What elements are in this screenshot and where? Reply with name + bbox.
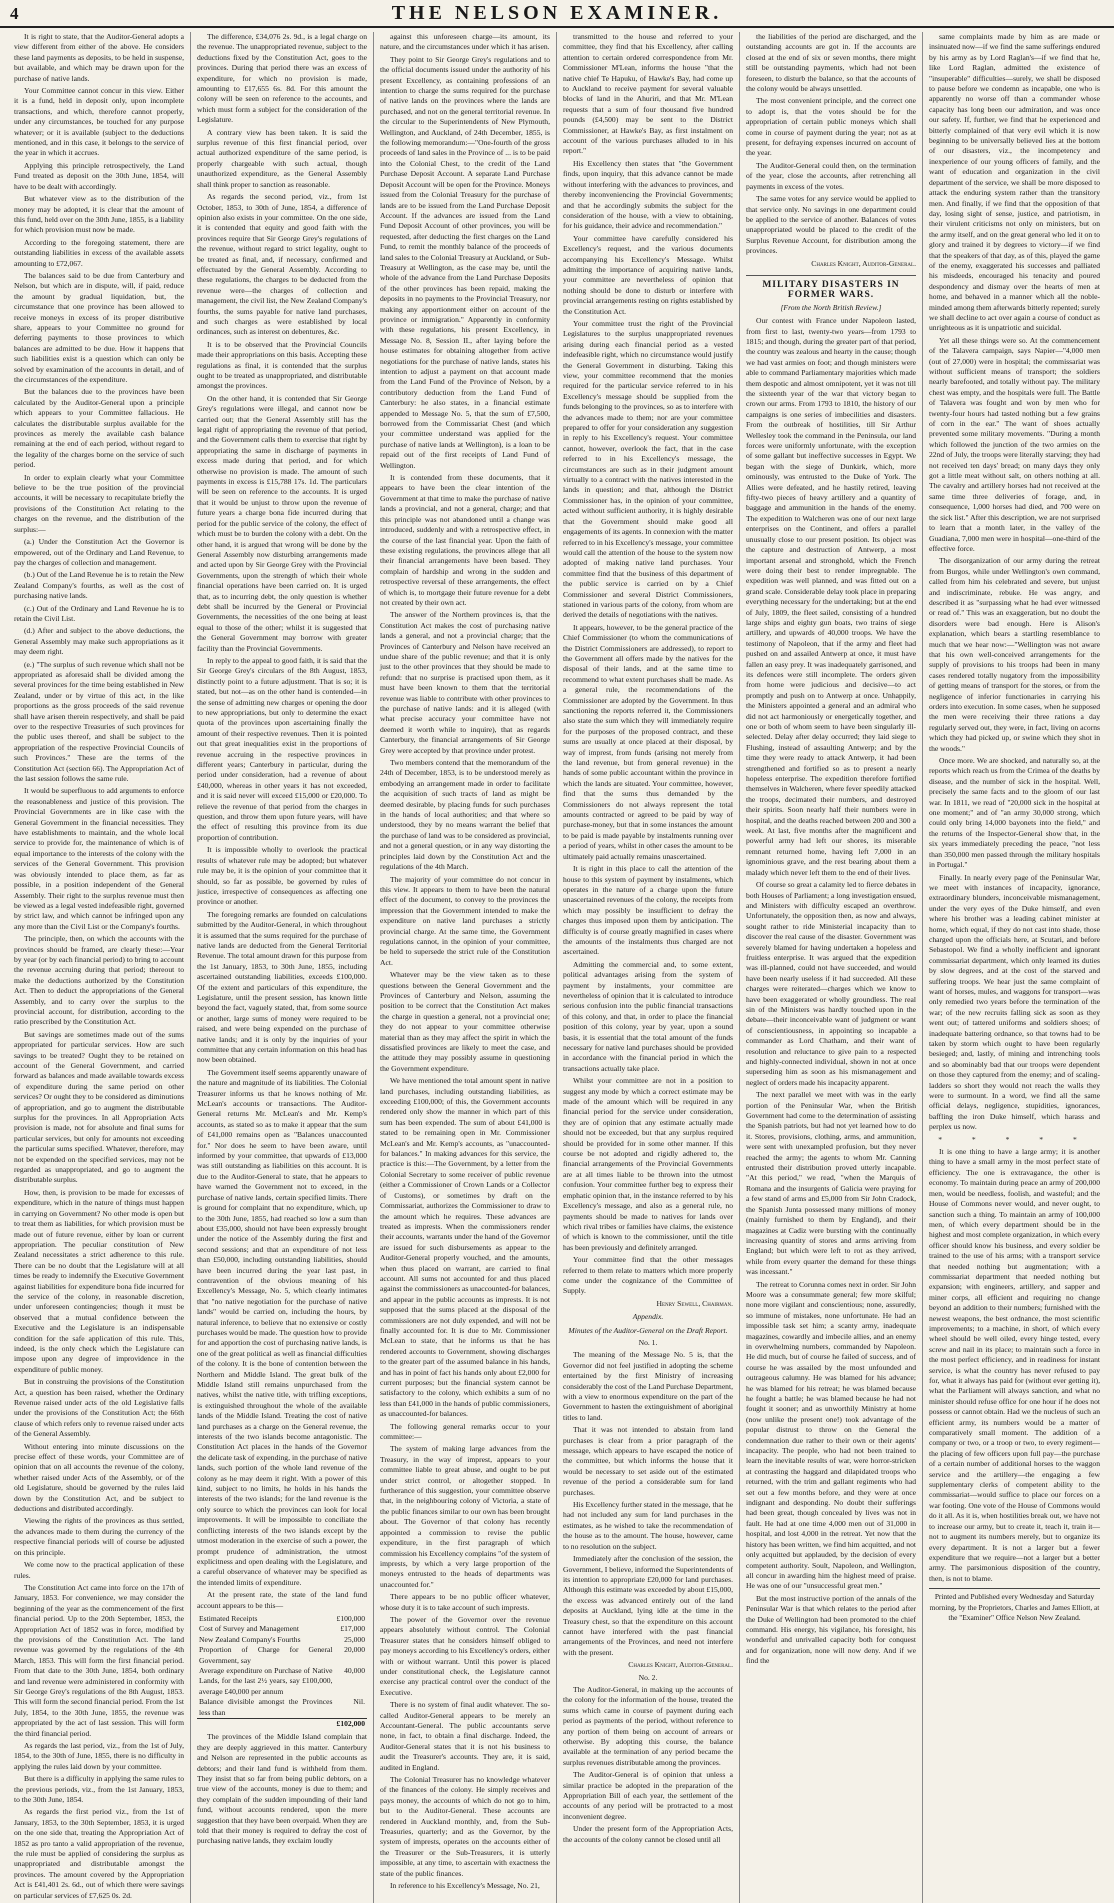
column-1-body xyxy=(14,32,184,1901)
column-5 xyxy=(740,32,923,1903)
appendix-no-1: No. 1. xyxy=(638,1337,658,1347)
paragraph: The meaning of the Message No. 5 is, that the Governor did not feel justified in adopting the scheme entertained by the first Ministry of increasing considerably the cost of the Land Purchase Department, with a view to enormous expenditure on the part of the Government to hasten the extinguishment of aboriginal titles to land. xyxy=(563,1350,733,1422)
paragraph: The difference, £34,076 2s. 9d., is a legal charge on the revenue. The unappropriated revenue, subject to the deductions fixed by the Constitution Act, goes to the provinces. During that period there was an excess of expenditure, for which no provision is made, amounting to £17,655 6s. 8d. For this amount the colony will be seen on reference to the accounts, and which must form a subject for the consideration of the Legislature. xyxy=(197,32,367,125)
column-3-body xyxy=(380,32,550,1892)
paragraph: As regards the last period, viz., from the 1st of July, 1854, to the 30th of June, 1855, there is no difficulty in applying the rules laid down by your committee. xyxy=(14,1741,184,1771)
paragraph: There is no system of final audit whatever. The so-called Auditor-General appears to be merely an Accountant-General. The public accountants serve none, in fact, to obtain a final discharge. Indeed, the Auditor-General states that it is not his business to audit the Treasurer's accounts. They are, it is said, audited in England. xyxy=(380,1700,550,1772)
paragraph: Your committee find that the other messages referred to them relate to matters which more properly come under the cognizance of the Committee of Supply. xyxy=(563,1255,733,1296)
paragraph: The next parallel we meet with was in the early portion of the Peninsular War, when the British Government had come to the determination of assisting the Spanish patriots, but had not yet learned how to do it. Stores, provisions, clothing, arms, and ammunition, were sent with unexampled profusion, but they never reached the army; the agents to whom Mr. Canning entrusted their distribution proved utterly incapable. "At this period," we read, "when the Marquis of Romana and the insurgents of Galicia were praying for a few stand of arms and £5,000 from Sir John Cradock, the Spanish Junta possessed many millions of money (mainly furnished to them by England), and their magazines at Cadiz were bursting with the continually increasing quantity of stores and arms arriving from England; but which were left to rot as they arrived, while from every quarter the demand for these things was incessant." xyxy=(746,1090,916,1277)
paragraph: They point to Sir George Grey's regulations and to the official documents issued under the authority of his present Excellency, as containing professions of an intention to charge the sums required for the purchase of native lands on the provinces where the lands are purchased, and not on the general territorial revenue. In the circular to the Superintendents of New Plymouth, Wellington, and Auckland, of 24th December, 1855, is the following memorandum:—"One-fourth of the gross proceeds of land sales in the Province of ... is to be paid into the Colonial Chest, to the credit of the Land Purchase Deposit Account. A separate Land Purchase Deposit Account will be open for the Province. Moneys issued from the Colonial Treasury for the purchase of lands are to be issued from the Land Purchase Deposit Account. If the advances are issued from the Land Fund Deposit Account of other provinces, you will be requested, after deducting the first charges on the Land Fund, to remit the monthly balance of the proceeds of land sales to the Colonial Treasury at Auckland, or Sub-Treasury at Wellington, as the case may be, until the whole of the advance from the Land Purchase Deposits of the other provinces has been repaid, making the deposits in no payments to the Provincial Treasury, nor making any apportionment either on account of the province or immigration." Apparently in conformity with these regulations, his present Excellency, in Message No. 8, Session II., after laying before the house estimates for obtaining altogether from active negotiations for the purchase of native lands, states his intention to adjust a payment on that account made from the Land Fund of the Province of Nelson, by a contributory deduction from the Land Fund of Canterbury: he also states, in a financial estimate appended to Message No. 5, that the sum of £7,500, borrowed from the Commissariat Chest (and which your committee understand was applied for the purchase of native lands at Wellington), is a loan to be repaid out of the first receipts of Land Fund of Wellington. xyxy=(380,54,550,470)
paragraph: The following general remarks occur to your committee:— xyxy=(380,1421,550,1442)
paragraph: But the most instructive portion of the annals of the Peninsular War is that which relates to the period after the Duke of Wellington had been promoted to the chief command. His energy, his vigilance, his foresight, his wonderful and unrivalled capacity both for conquest and for organization, none will now deny. And if we find the xyxy=(746,1593,916,1666)
paragraph: But the balances due to the provinces have been calculated by the Auditor-General upon a principle which appears to your Committee fallacious. He calculates the distributable surplus available for the provinces as merely the available cash balance remaining at the end of each period, without regard to the legality of the charges borne on the service of such period. xyxy=(14,387,184,470)
estimate-label: Balance divisible amongst the Provinces less than xyxy=(199,1697,333,1717)
paragraph: Two members contend that the memorandum of the 24th of December, 1853, is to be understood merely as embodying an arrangement made in order to facilitate the acquisition of such tracts of land as might be deemed desirable, by placing funds for such purchases in the hands of local authorities; and that where so understood, they by no means warrant the belief that the purchase of land was to be considered as provincial, and not a general question, or in any way distorting the principles laid down by the Constitution Act and the regulations of the 4th March. xyxy=(380,758,550,872)
masthead xyxy=(0,0,1114,28)
paragraph: The Auditor-General, in making up the accounts of the colony for the information of the house, treated the sums which came in course of payment during each period as payments of the period, without reference to any portion of them being on account of arrears or otherwise. By adopting this course, the balance available at the termination of any period became the surplus revenues distributable among the provinces. xyxy=(563,1684,733,1767)
estimate-amount: 25,000 xyxy=(344,1634,365,1644)
paragraph: Yet all these things were so. At the commencement of the Talavera campaign, says Napier—"4,000 men (out of 27,000) were in hospital; the commissariat was without sufficient means of transport; the soldiers nearly barefooted, and totally without pay. The military chest was empty, and the hospitals were full. The Battle of Talavera was fought and won by men who for twenty-four hours had tasted nothing but a few grains of corn in the ear." The want of shoes actually prevented some military movements. "During a month which followed the junction of the two armies on the 22nd of July, the troops were literally starving; they had not received ten days' bread; on many days they only got a little meat without salt, on others nothing at all. The cavalry and artillery horses had not received at the same time three deliveries of forage, and, in consequence, 1,000 horses had died, and 700 were on the sick list." After this description, we are not surprised to learn that a month later, in the valley of the Guadiana, 7,000 men were in hospital—one-third of the effective force. xyxy=(929,335,1100,553)
paragraph: transmitted to the house and referred to your committee, they find that his Excellency, after calling attention to certain ordered correspondence from Mr. Commissioner M'Lean, informs the house "that the native chief Te Hapuku, of Hawke's Bay, had come up to Auckland to receive payment for several valuable blocks of land in the Ahuriri, and that Mr. M'Lean requests that a sum of four thousand five hundred pounds (£4,500) may be sent to the District Commissioner, at Hawke's Bay, as first instalment on account of the various purchases alluded to in his report." xyxy=(563,32,733,156)
paragraph: His Excellency further stated in the message, that he had not included any sum for land purchases in the estimates, as he wished to take the recommendation of the house as to the amount. The house, however, came to no resolution on the subject. xyxy=(563,1500,733,1551)
paragraph: The disorganization of our army during the retreat from Burgos, while under Wellington's own command, called from him his celebrated and severe, but unjust and indiscriminate, rebuke. He was angry, and described it as "surpassing what he had ever witnessed or read of." This was an exaggeration, but no doubt the disorders were bad enough. Here is Alison's explanation, which bears a startling resemblance to much that we hear now:—"Wellington was not aware that his own well-conceived arrangements for the supply of provisions to his troops had been in many cases rendered totally nugatory from the impossibility of getting means of transport for the stores, or from the negligence of inferior functionaries in carrying his orders into execution. In some cases, when he supposed the men were receiving their three rations a day regularly served out, they were, in fact, living on acorns which they had picked up, or swine which they shot in the woods." xyxy=(929,556,1100,753)
appendix-no-1-body xyxy=(563,1350,733,1658)
paragraph: But there is a difficulty in applying the same rules to the previous periods, viz., from the 1st January, 1853, to the 30th June, 1854. xyxy=(14,1774,184,1805)
auditor-signature-2: Charles Knight, Auditor-General. xyxy=(811,258,916,268)
page-number: 4 xyxy=(10,4,19,23)
paragraph: How, then, is provision to be made for excesses of expenditure, which in the nature of things must happen in carrying on Government? No other mode is open but to treat them as liabilities, for which provision must be made out of future revenue, either by loan or current appropriation. The peculiar constitution of New Zealand necessitates a strict adherence to this rule. There can be no doubt that the Legislature will at all times be ready to indemnify the Executive Government against liabilities for expenditure bona fide incurred for the service of the colony, in reasonable discretion, under unforeseen contingencies; though it must be observed that a mutual confidence between the Executive and the Legislature is an indispensable condition for the safe application of this rule. This, indeed, is the only check which the Legislature can impose upon any degree of improvidence in the expenditure of public money. xyxy=(14,1187,184,1374)
paragraph: Without entering into minute discussions on the precise effect of these words, your Committee are of opinion that on all accounts the revenue of the colony, whether raised under Acts of the Assembly, or of the old Legislature, should be governed by the rules laid down by the Constitution Act, and be subject to deductions and distributed accordingly. xyxy=(14,1441,184,1514)
paragraph: It would be superfluous to add arguments to enforce the reasonableness and justice of this provision. The Provincial Governments are in like case with the General Government in the financial necessities. They have establishments to maintain, and the whole local service to provide for, the maintenance of which is of equal importance to the interests of the colony with the services of the General Government. This provision was obviously intended to place them, as far as possible, in a position independent of the General Assembly. Their right to the surplus revenue must then be viewed as a legal vested indefeasible right, governed by strict law, and which cannot be infringed upon any any more than the Civil List or the Company's fourths. xyxy=(14,786,184,931)
paragraph: Your committee have carefully considered his Excellency's request, and the various documents accompanying his Excellency's Message. Whilst admitting the importance of acquiring native lands, your committee are nevertheless of opinion that nothing should be done to disturb or interfere with provincial arrangements resting on rights established by the Constitution Act. xyxy=(563,233,733,316)
article-columns xyxy=(8,32,1106,1900)
column-6 xyxy=(923,32,1106,1903)
paragraph: His Excellency then states that "the Government finds, upon inquiry, that this advance cannot be made without interfering with the advances to provinces, and thereby inconveniencing the Provincial Governments; and that he accordingly submits the subject for the consideration of the house, with a view to obtaining, for his guidance, their advice and recommendation." xyxy=(563,158,733,231)
paragraph: The balances said to be due from Canterbury and Nelson, but which are in dispute, will, if paid, reduce the amount by gradual liquidation, but, the circumstance that one province has been allowed to receive moneys in excess of its proper distributive share, appears to your Committee no ground for deferring payments to those provinces to which balances are admitted to be due. How it happens that such liabilities exist is a question which can only be solved by examination of the accounts in detail, and of the circumstances of the expenditure. xyxy=(14,270,184,384)
estimate-total: £102,000 xyxy=(336,1719,365,1728)
column-2-body xyxy=(197,32,367,1611)
paragraph: Under the present form of the Appropriation Acts, the accounts of the colony cannot be closed until all xyxy=(563,1824,733,1844)
estimate-label: Average expenditure on Purchase of Native Lands, for the last 2½ years, say £100,000, average £40,000 per annum xyxy=(199,1665,333,1696)
paragraph: Admitting the commercial and, to some extent, political advantages arising from the system of payment by instalments, your committee are nevertheless of opinion that it is calculated to introduce serious confusion into the public financial transactions of this colony, and that, in order to place the financial position of this colony, year by year, upon a sound basis, it is essential that the total amount of the funds necessary for native land purchases should be provided in accordance with the financial period in which the transactions actually take place. xyxy=(563,959,733,1073)
paragraph: Applying this principle retrospectively, the Land Fund treated as deposit on the 30th June, 1854, will have to be dealt with accordingly. xyxy=(14,160,184,191)
paragraph: The majority of your committee do not concur in this view. It appears to them to have been the natural effect of the document, to convey to the provinces the impression that the Government intended to make the expenditure on native land purchases a strictly provincial charge. At the same time, the Government regulations cannot, in the opinion of your committee, be held to supersede the strict rule of the Constitution Act. xyxy=(380,874,550,967)
estimate-row xyxy=(197,1645,367,1666)
military-article-body xyxy=(746,316,916,1666)
paragraph: same complaints made by him as are made or insinuated now—if we find the same sufferings endured by his army as by Lord Raglan's—if we find that he, like Lord Raglan, admitted the existence of "insuperable" difficulties—surely, we shall be disposed to pause before we condemn as incapable, one who is apparently no worse off than a commander whose capacity has long been our admiration, and was once our safety. If, further, we find that he experienced and bitterly complained of that very evil which it is now beginning to be universally believed lies at the bottom of our disasters, viz., the incompetency and inexperience of our young officers of family, and the want of education and organization in the civil department of the service, we shall be more disposed to attack the enduring system rather than the transitory men. And finally, if we find that the opposition of that day, losing sight of sense, justice, and patriotism, in their virulent criticisms not only on ministers, but on the army itself, and on the great general who led it on to glory and trained it by degrees to victory—if we find that the speakers of that day, as of this, played the game of the enemy, exaggerated his successes and palliated his misdeeds, encouraged his tenacity and poured despondency and dismay over the hearts of men at home, and behaved in a manner which all the noble-minded among them afterwards bitterly repented; surely we shall decline to act over again a course of conduct as unrighteous as it is unpatriotic and suicidal. xyxy=(929,32,1100,333)
column-3 xyxy=(374,32,557,1903)
paragraph: (d.) After and subject to the above deductions, the General Assembly may make such appropriations as it may deem right. xyxy=(14,626,184,657)
paragraph: Of course so great a calamity led to fierce debates in both Houses of Parliament; a long investigation ensued, and Ministers with difficulty escaped an overthrow. Unfortunately, the opposition then, as now and always, sought rather to ride Ministerial incapacity than to discover the real cause of the disaster. Government was severely blamed for having undertaken a hopeless and fruitless enterprise. It was argued that the expedition was ill-planned, could not have succeeded, and would have been nearly useless if it had succeeded. All these charges were reiterated—charges which we know to have been exaggerated or wholly groundless. The real sin of the Ministers was hardly touched upon in the debate—their inconceivable want of judgment or want of conscientiousness, in appointing so incapable a commander as Lord Chatham, and their want of resolution and reluctance to give pain to a respected and highly-connected individual, shown in not at once superseding him as soon as his mismanagement and neglect of orders made his incapacity apparent. xyxy=(746,880,916,1087)
paragraph: It is impossible wholly to overlook the practical results of whatever rule may be adopted; but whatever rule may be, it is the opinion of your committee that it should, so far as possible, be governed by rules of justice, irrespective of consequences as affecting one province or another. xyxy=(197,845,367,907)
paragraph: The Government itself seems apparently unaware of the nature and magnitude of its liabilities. The Colonial Treasurer informs us that he knows nothing of Mr. McLean's accounts or transactions. The Auditor-General returns Mr. McLean's and Mr. Kemp's accounts, as stated so as to make it appear that the sum of £41,000 remains open as "Balances unaccounted for." Nor does he seem to have been aware, until informed by your committee, that upwards of £13,000 was still outstanding as liabilities on this account. It is due to the Auditor-General to state, that he appears to have warned the Government not to exceed, in the purchase of native lands, certain specified limits. There is ground for complaint that no expenditure, which, up to the 30th June, 1855, had reached so low a sum than about £35,000, should not have been expressly brought under the notice of the Assembly during the first and second sessions; and that an expenditure of not less than £50,000, including outstanding liabilities, should have been incurred during the year last past, in contravention of the obvious meaning of his Excellency's Message, No. 5, which clearly intimates that "no native negotiation for the purchase of native lands" would be carried on, including the hours, by natural inference, to believe that no extensive or costly purchases would be made. The question how to provide for and apportion the cost of purchasing native lands, is one of the great political as well as financial difficulties of the colony. It is the bone of contention between the Northern and Middle Island. The great bulk of the Middle Island still remains unpurchased from the natives, whilst the native title, with trifling exceptions, is extinguished throughout the whole of the available lands of the Middle Island. Treating the cost of native land purchases as a charge on the General revenue, the interests of the two islands become antagonistic. The Constitution Act places in the hands of the Governor the delicate task of expending, in the purchase of native lands, such portion of the whole land revenue of the colony as he may deem it right. With a power of this kind, subject to no limits, he holds in his hands the interests of the two islands; for the land revenue is the only source to which the provinces can look for local improvements. It will be impossible to conciliate the conflicting interests of the two islands except by the utmost moderation in the exercise of such a power, the prompt prudence of administration, the utmost explicitness and open dealing with the Legislature, and a careful observance of whatever may be specified as the intended limits of expenditure. xyxy=(197,1067,367,1587)
appendix-no-2: No. 2. xyxy=(638,1672,658,1682)
land-fund-estimate-table xyxy=(197,1614,367,1729)
paragraph: The answer of the Northern provinces is, that the Constitution Act makes the cost of purchasing native lands a general, and not a provincial charge; that the Provinces of Canterbury and Nelson have received an undue share of the public revenue; and that it is only just to the other provinces that they should be made to refund: that no surprise is practised upon them, as it must have been known to them that the territorial revenue was liable to contribute with other provinces to the purchase of native lands: and it is alleged (with what precise accuracy your committee have not deemed it worth while to inquire), that as regards Canterbury, the financial arrangements of Sir George Grey were accepted by that province under protest. xyxy=(380,610,550,755)
paragraph: The Colonial Treasurer has no knowledge whatever of the finances of the colony. He simply receives and pays money, the accounts of which do not go to him, but to the Auditor-General. These accounts are rendered in Auckland monthly, and, from the Sub-Treasuries, quarterly; and as the Governor, by the system of imprests, operates on the accounts either of the Treasurer or the Sub-Treasurers, it is utterly impossible, at any time, to ascertain with exactness the state of the public finances. xyxy=(380,1775,550,1878)
section-break-stars: * * * * * xyxy=(938,1134,1091,1144)
appendix-no-2-body xyxy=(563,1685,733,1845)
estimate-row xyxy=(197,1614,367,1624)
column-2 xyxy=(191,32,374,1903)
column-1 xyxy=(8,32,191,1903)
paragraph: Once more. We are shocked, and naturally so, at the reports which reach us from the Crimea of the deaths by disease, and the number of sick in the hospital. Well, precisely the same facts and to the gloom of our last war. In 1811, we read of "20,000 sick in the hospital at one moment;" and of "an army 30,000 strong, which could only bring 14,000 bayonets into the field," and the returns of the Inspector-General show that, in the six years immediately preceding the peace, "not less than 350,000 men passed through the military hospitals in Portugal." xyxy=(929,756,1100,870)
paragraph: It is contended from these documents, that it appears to have been the clear intention of the Government at that time to make the purchase of native lands a provincial, and not a general, charge; and that this principle was not abandoned until a change was introduced, suddenly and with a retrospective effect, in the course of the last financial year. Upon the faith of these existing regulations, the provinces allege that all their financial arrangements have been based. They complain of hardship and wrong in the sudden and retrospective reversal of these arrangements, the effect of which is, to mortgage their future revenue for a debt not created by their own act. xyxy=(380,473,550,607)
estimate-label: New Zealand Company's Fourths xyxy=(199,1634,301,1644)
paragraph: (c.) Out of the Ordinary and Land Revenue he is to retain the Civil List. xyxy=(14,603,184,623)
paragraph: The retreat to Corunna comes next in order. Sir John Moore was a consummate general; few more skilful; none more vigilant and conscientious; none, assuredly, so immune of mistakes, none unfortunate. He had an impossible task set him; a scanty army, inadequate magazines, cowardly and imbecile allies, and an enemy in overwhelming numbers, commanded by Napoleon. He did much, but of course he failed of success, and of course he was assailed by the most unfounded and outrageous calumny. He was blamed for his advance; he was blamed for his retreat; he was blamed because he fought a battle; he was blamed because he had not fought it sooner; and as unworthily Ministry at home (now unlike the present one!) took advantage of the popular distrust to throw on the General the condemnation due rather to their own or their agents' incapacity. The people, who had not been trained to learn the inevitable results of war, were horror-stricken at contrasting the haggard and dilapidated troops who returned, with the trim and gallant regiments who had set out a few months before, and they were at once indignant and desponding. No doubt their sufferings had been great, though concealed by lives was not in fault. He had at one time 4,000 men out of 31,000 in hospital, and lost 4,000 in the retreat. Yet now that the history has been written, we find him acquitted, and not only acquitted but applauded, by the decision of every competent authority. Soult, Napoleon, and Wellington, all concur in awarding him the highest meed of praise. He was one of our "unsuccessful great men." xyxy=(746,1279,916,1591)
paragraph: We come now to the practical application of these rules. xyxy=(14,1560,184,1580)
paragraph: It is one thing to have a large army; it is another thing to have a small army in the most perfect state of efficiency. The one is extravagance, the other is economy. To maintain during peace an army of 200,000 men, would be needless, foolish, and wasteful; and the House of Commons never would, and never ought, to sanction such a thing. To maintain an army of 100,000 men, of which every department should be in the highest and most complete organization, in which every officer should know his business, and every soldier be trained to the use of his arms; with a transport service that needed nothing but augmentation; with a commissariat department that needed nothing but expansion; with engineers, artillery, and sapper and miner corps, all efficient and requiring no change beyond an addition to their numbers; furnished with the newest weapons, the best ordnance, the most scientific improvements; to a machine, in short, of which every wheel should be well oiled, every hinge tested, every screw and nail in its place; to maintain such a force in the most perfect efficiency, and in readiness for instant service, is what the country has never refused to pay for, what it always has paid for (without ever getting it), what the Parliament will always sanction, and what no minister should refuse office for one hour if he does not possess or cannot obtain. Had we the nucleus of such an efficient army, its numbers would be a matter of comparatively small moment. The addition of a company or two, or a troop or two, to every regiment—the placing of few officers upon full pay—the purchase of a certain number of additional horses to the waggon service and the artillery—the engaging a few supplementary clerks of competent ability to the commissariat—would suffice to place our forces on a war footing. One vote of the House of Commons would do it all. As it is, when hostilities break out, we have not to increase our army, but to create it, teach it, train it—not to augment its numbers merely, but to organize its every department. It is not a larger but a fewer expenditure that we require—not a larger but a better army. The parsimonious disposition of the country, then, is not to blame. xyxy=(929,1147,1100,1583)
paragraph: The Constitution Act came into force on the 17th of January, 1853. For convenience, we may consider the beginning of the year as the commencement of the first financial period. Up to the 20th September, 1853, the Appropriation Act of 1852 was in force, modified by the provisions of the Constitution Act. The land revenue was governed by the regulations of the 4th March, 1853. This will form the first financial period. From that date to the 30th June, 1854, both ordinary and land revenue were administered in conformity with Sir George Grey's regulations of the 8th August, 1853. This will form the second financial period. From the 1st July, 1854, to the 30th June, 1855, the revenue was appropriated by the act of last session. This will form the third financial period. xyxy=(14,1582,184,1738)
estimate-label: Estimated Receipts xyxy=(199,1613,258,1623)
appendix-subtitle: Minutes of the Auditor-General on the Draft Report. xyxy=(568,1325,728,1335)
estimate-label: Cost of Survey and Management xyxy=(199,1624,299,1634)
paragraph: At the present rate, the state of the land fund account appears to be this— xyxy=(197,1590,367,1610)
paragraph: The system of making large advances from the Treasury, in the way of imprest, appears to your committee liable to great abuse, and ought to be put under strict control, or altogether stopped. In furtherance of this suggestion, your committee observe that, in the neighbouring colony of Victoria, a state of the public finances similar to our own has been brought about. The Governor of that colony has recently appointed a commission to revise the public expenditure, in the first paragraph of which commission his Excellency complains "of the system of imprests, by which a very large proportion of the moneys entrusted to the heads of departments was unaccounted for." xyxy=(380,1444,550,1589)
estimate-row xyxy=(197,1697,367,1718)
paragraph: Viewing the rights of the provinces as thus settled, the advances made to them during the currency of the respective financial periods will of course be adjusted on this principle. xyxy=(14,1516,184,1557)
paragraph: It is right in this place to call the attention of the house to this system of payment by instalments, which operates in the nature of a charge upon the future unascertained revenues of the colony, the receipts from which may possibly be insufficient to defray the charges thus imposed upon them by anticipation. The difficulty is of course greatly magnified in cases where the amounts of the instalments thus charged are not ascertained. xyxy=(563,864,733,957)
paragraph: In reply to the appeal to good faith, it is said that the Sir George Grey's circulars of the 8th August, 1853, distinctly point to a future adjustment. That is so; it is stated, but not—as on the other hand is contended—in the sense of admitting new charges or opening the door to new appropriations, but only to determine the exact quota of the provinces upon ascertaining finally the amount of their respective revenues. Then it is pointed out that great inequalities exist in the proportions of revenue accruing in the respective provinces in different years; Canterbury in particular, during the period under consideration, had a revenue of about £40,000, whereas in other years it has not exceeded, and it is said never will exceed £15,000 or £20,000. To relieve the revenue of that period from the charges in question, and throw them upon future years, will have the effect of resulting this province from its due proportion of contribution. xyxy=(197,655,367,842)
article-source: [From the North British Review.] xyxy=(780,302,882,312)
newspaper-title: THE NELSON EXAMINER. xyxy=(391,2,723,24)
paragraph: Finally. In nearly every page of the Peninsular War, we meet with instances of incapacity, ignorance, extraordinary blunders, inconceivable mismanagement, under the very eyes of the Duke himself, and even where his brother was a leading cabinet minister at home, which equal, if they do not cast into shade, those charged upon the officials here, at Scutari, and before Sebastopol. We find a wholly inefficient and ignorant commissariat department, which only learned its duties by slow degrees, and at the cost of the starved and suffering troops. We hear just the same complaint of want of horses, mules, and waggons for transport—was only remedied two years before the termination of the war; of the new recruits falling sick as soon as they went out; of tattered uniforms and soldiers shoes; of inadequate battering ordnance, so that towns had to be taken by storm which ought to have been regularly besieged; and, lastly, of mining and intrenching tools and so abominably bad that our troops were dependent on those they captured from the enemy; and of scaling-ladders so short they would not reach the walls they were to surmount. In a word, we find all the same official delays, negligence, stupidities, ignorances, baffling the iron Duke himself, which harass and perplex us now. xyxy=(929,872,1100,1132)
appendix-title: Appendix. xyxy=(632,1312,664,1322)
chairman-signature: Henry Sewell, Chairman. xyxy=(656,1298,733,1308)
estimate-row xyxy=(197,1635,367,1645)
paragraph: Immediately after the conclusion of the session, the Government, I believe, informed the Superintendents of its intention to appropriate £20,000 for land purchases. Although this estimate was exceeded by about £15,000, the excess was advanced entirely out of the land deposits at Auckland, lying idle at the time in the Treasury chest, so that the expenditure on this account cannot have interfered with the past financial arrangements of the Provinces, and need not interfere with the present. xyxy=(563,1554,733,1657)
estimate-rows xyxy=(197,1614,367,1729)
auditor-signature-1: Charles Knight, Auditor-General. xyxy=(628,1660,733,1670)
printer-imprint: Printed and Published every Wednesday and Saturday morning, by the Proprietors, Charles and James Elliott, at the "Examiner" Office Nelson New Zealand. xyxy=(929,1588,1100,1623)
paragraph: As regards the first period viz., from the 1st of January, 1853, to the 30th September, 1853, it is urged on the one side that, treating the Appropriation Act of 1852 as pro tanto a valid appropriation of the revenue, the rule must be applied of considering the surplus as unappropriated and distributable amongst the provinces. The amount covered by the Appropriation Act is £41,401 2s. 6d., out of which there were savings on particular services of £7,625 0s. 2d. xyxy=(14,1807,184,1900)
column-2-body-continued xyxy=(197,1732,367,1846)
column-4 xyxy=(557,32,740,1903)
column-6-body-continued xyxy=(929,1147,1100,1584)
paragraph: (e.) "The surplus of such revenue which shall not be appropriated as aforesaid shall be divided among the several provinces for the time being established in New Zealand, under or by virtue of this act, in the like proportions as the gross proceeds of the said revenue shall have arisen therein respectively, and shall be paid over to the respective Treasuries of such provinces for the public uses thereof, and shall be subject to the appropriation of the respective Provincial Councils of such Provinces." These are the terms of the Constitution Act (section 66). The Appropriation Act of the last session follows the same rule. xyxy=(14,659,184,784)
paragraph: The Auditor-General is of opinion that unless a similar practice be adopted in the preparation of the Appropriation Bill of each year, the settlement of the accounts of any period will be protracted to a most inconvenient degree. xyxy=(563,1770,733,1821)
paragraph: According to the foregoing statement, there are outstanding liabilities in excess of the available assets amounting to £72,067. xyxy=(14,237,184,268)
paragraph: That it was not intended to abstain from land purchases is clear from a prior paragraph of the message, which appears to have escaped the notice of the committee, but which informs the house that it would be necessary to set aside out of the estimated revenue of the period a considerable sum for land purchases. xyxy=(563,1425,733,1497)
paragraph: It appears, however, to be the general practice of the Chief Commissioner (to whom the communications of the District Commissioners are addressed), to report to the Government all offers made by the natives for the disposal of their lands, and at the same time to recommend to what extent purchases shall be made. As a general rule, the recommendations of the Commissioner are adopted by the Government. In thus sanctioning the reports referred it, the Commissioners also state the sum which they will immediately require for the purposes of the proposed contract, and these sums are usually at once placed at their disposal, by way of imprest, from funds (arising not merely from the land revenue, but from general revenue) in the hands of some public accountant within the province in which the lands are situated. Your committee, however, find that the sums thus demanded by the Commissioners do not always represent the total amounts contracted or agreed to be paid by way of purchase-money, but that in some instances the amount to be paid is made payable by instalments running over a period of years, whilst in other cases the amount to be ultimately paid actually remains unascertained. xyxy=(563,622,733,861)
paragraph: the liabilities of the period are discharged, and the outstanding accounts are got in. If the accounts are closed at the end of six or seven months, there might still be outstanding payments, which had not been foreseen, to disturb the balance, so that the accounts of the colony would be always unsettled. xyxy=(746,32,916,94)
paragraph: There appears to be no public officer whatever, whose duty it is to take account of such imprests. xyxy=(380,1592,550,1612)
paragraph: It is to be observed that the Provincial Councils made their appropriations on this basis. Accepting these regulations as final, it is contended that the surplus ought to be treated as unappropriated, and distributable amongst the provinces. xyxy=(197,339,367,391)
paragraph: On the other hand, it is contended that Sir George Grey's regulations were illegal, and cannot now be carried out; that the General Assembly still has the legal right of appropriating the revenue of that period, and the Government calls them to exercise that right by appropriating the same in discharge of payments in excess made during that period, and for which otherwise no provision is made. The amount of such payments in excess is £15,788 17s. 1d. The particulars will be seen on reference to the accounts. It is urged that it would be unjust to throw upon the revenue of future years a charge bona fide incurred during that period for the public service of the colony, the effect of which must be to burden the colony with a debt. On the other hand, it is argued that wrong will be done by the General Assembly now disturbing arrangements made and acted upon by Sir George Grey with the Provincial Governments, upon the strength of which their whole financial operations have been carried on. It is urged that, as to incurring debt, the only question is whether debt shall be incurred by the General or Provincial Governments, the necessities of the one being at least equal to those of the other; whilst it is suggested that the General Government may borrow with greater facility than the Provincial Governments. xyxy=(197,393,367,653)
column-6-body xyxy=(929,32,1100,1133)
paragraph: (a.) Under the Constitution Act the Governor is empowered, out of the Ordinary and Land Revenue, to pay the charges of collection and management. xyxy=(14,537,184,567)
paragraph: Your committee trust the right of the Provincial Legislatures to the surplus unappropriated revenues arising during each financial period as a vested indefeasible right, which no circumstance would justify the General Government in disturbing. Taking this view, your committee recommend that the monies required for the particular service referred to in his Excellency's message should be supplied from the funds belonging to the provinces, so as to interfere with the advances made to them; nor are your committee prepared to offer for your consideration any suggestion in reply to his Excellency's request. Your committee cannot, however, overlook the fact, that in the case referred to in his Excellency's message, the circumstances are such as in their judgment amount virtually to a contract with the natives interested in the lands in question; and that, although the District Commissioner has, in the opinion of your committee, acted without sufficient authority, it is highly desirable that the Government should make good all engagements of its agents. In connexion with the matter referred to in his Excellency's message, your committee would call the attention of the house to the system now adopted of making native land purchases. Your committee find that the business of this department of the public service is carried on by a Chief Commissioner and several District Commissioners, stationed in various parts of the colony, from whom are derived the details of negotiations with the natives. xyxy=(563,318,733,620)
paragraph: The principle, then, on which the accounts with the provinces should be framed, are clearly these:—Year by year (or by each financial period) to bring to account the revenue accruing during that period; thereout to make the deductions authorized by the Constitution Act. Then to deduct the appropriations of the General Assembly, and to carry over the surplus to the provincial account, for distribution, according to the ratio prescribed by the Constitution Act. xyxy=(14,934,184,1027)
paragraph: Whatever may be the view taken as to these questions between the General Government and the Provinces of Canterbury and Nelson, assuming the position to be correct that the Constitution Act makes the charge in question a general, not a provincial one; they do not appear to your committee otherwise material than as they may affect the spirit in which the dissatisfied provinces are likely to meet the case, and the attitude they may possibly assume in questioning the Government expenditure. xyxy=(380,970,550,1073)
paragraph: The foregoing remarks are founded on calculations submitted by the Auditor-General, in which throughout it is assumed that the sums required for the purchase of native lands are deducted from the General Territorial Revenue. The total amount drawn for this purpose from the 1st January, 1853, to 30th June, 1855, including ascertained outstanding liabilities, exceeds £100,000. Of the extent and particulars of this expenditure, the Legislature, until the present session, has known little beyond the fact, vaguely stated, that, from some source or another, large sums of money were required to be raised, and were being expended on the purchase of native lands; and it is only by the inquiries of your committee that any certain information on this head has now been obtained. xyxy=(197,909,367,1065)
estimate-label: Proportion of Charge for General Government, say xyxy=(199,1645,333,1665)
estimate-amount: £100,000 xyxy=(336,1613,365,1623)
paragraph: But savings are sometimes made out of the sums appropriated for particular services. How are such savings to be treated? Ought they to be retained on account of the General Government, and carried forward as balances and made available towards excess of expenditure during the same period on other services? Or ought they to be considered as diminutions of appropriation, and go to augment the distributable surplus for the provinces. In all Appropriation Acts provision is made, not for absolute and final sums for particular services, but only for amounts not exceeding the particular sums specified. Whatever, therefore, may not be expended on the specified services, may not be regarded as unappropriated, and go to augment the distributable surplus. xyxy=(14,1029,184,1185)
estimate-amount: 20,000 xyxy=(344,1645,365,1655)
paragraph: But in construing the provisions of the Constitution Act, a question has been raised, whether the Ordinary Revenue raised under acts of the old Legislative falls under the provisions of the Constitution Act; the 66th clause of which refers only to revenue raised under acts of the General Assembly. xyxy=(14,1377,184,1439)
paragraph: Our contest with France under Napoleon lasted, from first to last, twenty-two years—from 1793 to 1815; and though, during the greater part of that period, the country was zealous and hearty in the cause; though we had vast armies on foot; and though ministers were able to command Parliamentary majorities which made them despotic and almost omnipotent, yet it was not till the sixteenth year of the war that victory began to crown our arms. From 1793 to 1810, the history of our campaigns is one series of imbecilities and disasters. From the outbreak of hostilities, till Sir Arthur Wellesley took the command in the Peninsula, our land forces were uniformly unfortunate, with the exception of some gallant but ineffective successes in Egypt. We began with the siege of Dunkirk, which, more ominously, was entrusted to the Duke of York. The Allies were defeated, and he hastily retired, leaving fifty-two pieces of heavy artillery and a quantity of baggage and ammunition in the hands of the enemy. The expedition to Walcheren was one of our next large enterprises on the Continent, and offers a parallel unusually close to our present position. Its object was the capture and destruction of Antwerp, a most important arsenal and stronghold, which the French were doing their best to render impregnable. The expedition was well planned, and was fitted out on a grand scale. Considerable delay took place in preparing everything necessary for the undertaking; but at the end of July, 1809, the fleet sailed, consisting of a hundred large ships and eighty gun boats, two trains of siege artillery, and upwards of 40,000 troops. We have the testimony of Napoleon, that if the army and fleet had pushed on and assailed Antwerp at once, it must have fallen an easy prey. It was inadequately garrisoned, and its defences were still incomplete. The orders given from home were judicious and decisive—to act promptly and push on to Antwerp at once. Unhappily, the Ministers appointed a general and an admiral who did not act harmoniously or energetically together, and one or both of whom seem to have been singularly ill-selected. Delay after delay occurred; they laid siege to Flushing, instead of assaulting Antwerp; and by the time they were ready to attack Antwerp, it had been strengthened and fortified so as to present a nearly hopeless enterprise. The expedition therefore fortified themselves in Walcheren, where fever speedily attacked the troops, decimated their numbers, and destroyed their spirits. Soon nearly half their numbers were in hospital, and the deaths reached between 200 and 300 a week. At last, five months after the magnificent and powerful army had left our shores, its miserable remnant returned home, having left 7,000 in an ignominious grave, and the rest bearing about them a malady which never left them to the end of their lives. xyxy=(746,316,916,877)
paragraph: Your Committee cannot concur in this view. Either it is a fund, held in deposit only, upon incomplete transactions, and which, therefore cannot properly, under any circumstances, be touched for any purpose whatever; or it is available (subject to the deductions mentioned, and in this case, it belongs to the service of the year in which it accrues. xyxy=(14,86,184,158)
paragraph: A contrary view has been taken. It is said the surplus revenue of this first financial period, over actual authorized expenditure of the same period, is properly chargeable with such actual, though unauthorized expenditure, as the General Assembly shall think proper to sanction as reasonable. xyxy=(197,127,367,189)
paragraph: In order to explain clearly what your Committee believe to be the true position of the provincial accounts, it will be necessary to recapitulate briefly the provisions of the Constitution Act relating to the charges on the revenue, and the distribution of the surplus:— xyxy=(14,472,184,534)
paragraph: As regards the second period, viz., from 1st October, 1853, to 30th of June, 1854, a difference of opinion also exists in your committee. On the one side, it is contended that equity and good faith with the provinces require that Sir George Grey's regulations of the revenue, without regard to strict legality, ought to be treated as final, and, if necessary, confirmed and effectuated by the General Assembly. According to these regulations, the charges to be deducted from the revenue were—the charges of collection and management, the civil list, the New Zealand Company's fourths, the sums payable for native land purchases, and such charges as were established by local ordinances, such as interest on debentures, &c. xyxy=(197,192,367,337)
paragraph: against this unforeseen charge—its amount, its nature, and the circumstances under which it has arisen. xyxy=(380,32,550,52)
paragraph: Whilst your committee are not in a position to suggest any mode by which a correct estimate may be made of the amount which will be required in any financial period for the service under consideration, they are of opinion that any estimate actually made should not be exceeded, but that any surplus required should be provided for in some other manner. If this course be not adopted and rigidly adhered to, the financial arrangements of the Provincial Governments are at all times liable to be thrown into the utmost confusion. Your committee further beg to express their emphatic opinion that, in the instance referred to by his Excellency's message, and also as a general rule, no payments should be made to natives for lands over which rival tribes or families have claims, the existence of which is known to the commissioner, until the title has been previously and definitely arranged. xyxy=(563,1076,733,1252)
paragraph: But whatever view as to the distribution of the money may be adopted, it is clear that the amount of this fund, held over on the 30th June, 1855, is a liability for which provision must now be made. xyxy=(14,194,184,235)
estimate-amount: Nil. xyxy=(353,1697,365,1707)
estimate-row xyxy=(197,1666,367,1697)
paragraph: The same votes for any service would be applied to that service only. No savings in one department could be applied to the service of another. Balances of votes unappropriated would be placed to the credit of the Surplus Revenue Account, for distribution among the provinces. xyxy=(746,194,916,256)
estimate-row xyxy=(197,1624,367,1634)
paragraph: In reference to his Excellency's Message, No. 21, xyxy=(390,1881,540,1891)
paragraph: The power of the Governor over the revenue appears absolutely without control. The Colonial Treasurer states that he considers himself obliged to pay moneys according to his Excellency's orders, either with or without warrant. Until this power is placed under constitutional check, the Legislature cannot exercise any practical control over the conduct of the Executive. xyxy=(380,1614,550,1697)
paragraph: (b.) Out of the Land Revenue he is to retain the New Zealand Company's fourths, as well as the cost of purchasing native lands. xyxy=(14,570,184,601)
paragraph: We have mentioned the total amount spent in native land purchases, including outstanding liabilities, as exceeding £100,000; of this, the Government accounts rendered only show the manner in which part of this sum has been expended. The sum of about £41,000 is stated to be remaining open in Mr. Commissioner McLean's and Mr. Kemp's accounts, as "unaccounted-for balances." In making advances for this service, the practice is this:—The Government, by a letter from the Colonial Secretary to some receiver of public revenue (either a Commissioner of Crown Lands or a Collector of Customs), or sometimes by draft on the Commissariat, authorizes the Commissioner to draw to the amount which he requires. These advances are treated as imprests. When the commissioners render their accounts, warrants under the hand of the Governor are issued for such disbursements as appear to the Auditor-General properly vouched, and the amounts, when thus placed on warrant, are carried to final account. All sums not accounted for and thus placed against the commissioners as unaccounted-for balances, and appear in the public accounts as imprests. It is not supposed that the sums placed at the disposal of the commissioners are not duly expended, and will not be finally accounted for. It is due to Mr. Commissioner McLean to state, that he informs us that he has rendered accounts to Government, showing discharges to the greater part of the assumed balance in his hands, and has in point of fact his hands only about £2,000 for current purposes; but the financial system cannot be satisfactory to the colony, which exhibits a sum of no less than £41,000 in the hands of public commissioners, as unaccounted-for balances. xyxy=(380,1076,550,1419)
paragraph: It is right to state, that the Auditor-General adopts a view different from either of the above. He considers these land payments as deposits, to be held in suspense, but available, and which may be drawn upon for the purchase of native lands. xyxy=(14,32,184,83)
paragraph: The Auditor-General could then, on the termination of the year, close the accounts, after retrenching all payments in excess of the votes. xyxy=(746,160,916,191)
paragraph: The provinces of the Middle Island complain that they are deeply aggrieved in this matter. Canterbury and Nelson are represented in the public accounts as debtors; and their land fund is withheld from them. They insist that so far from being public debtors, on a true view of the accounts, money is due to them; and they complain of the sudden impounding of their land fund, without accounts rendered, upon the mere suggestion that they have been overpaid. When they are told that their money is required to defray the cost of purchasing native lands, they exclaim loudly xyxy=(197,1732,367,1846)
military-disasters-heading: MILITARY DISASTERS IN FORMER WARS. xyxy=(746,275,916,301)
column-5-body xyxy=(746,32,916,257)
column-4-body xyxy=(563,32,733,1297)
estimate-total-row xyxy=(197,1719,367,1730)
estimate-amount: £17,000 xyxy=(340,1624,365,1634)
paragraph: The most convenient principle, and the correct one to adopt is, that the votes should be for the appropriation of certain public moneys which shall come in course of payment during the year; not as at present, for defraying expenses incurred on account of the year. xyxy=(746,96,916,158)
estimate-amount: 40,000 xyxy=(344,1665,365,1675)
